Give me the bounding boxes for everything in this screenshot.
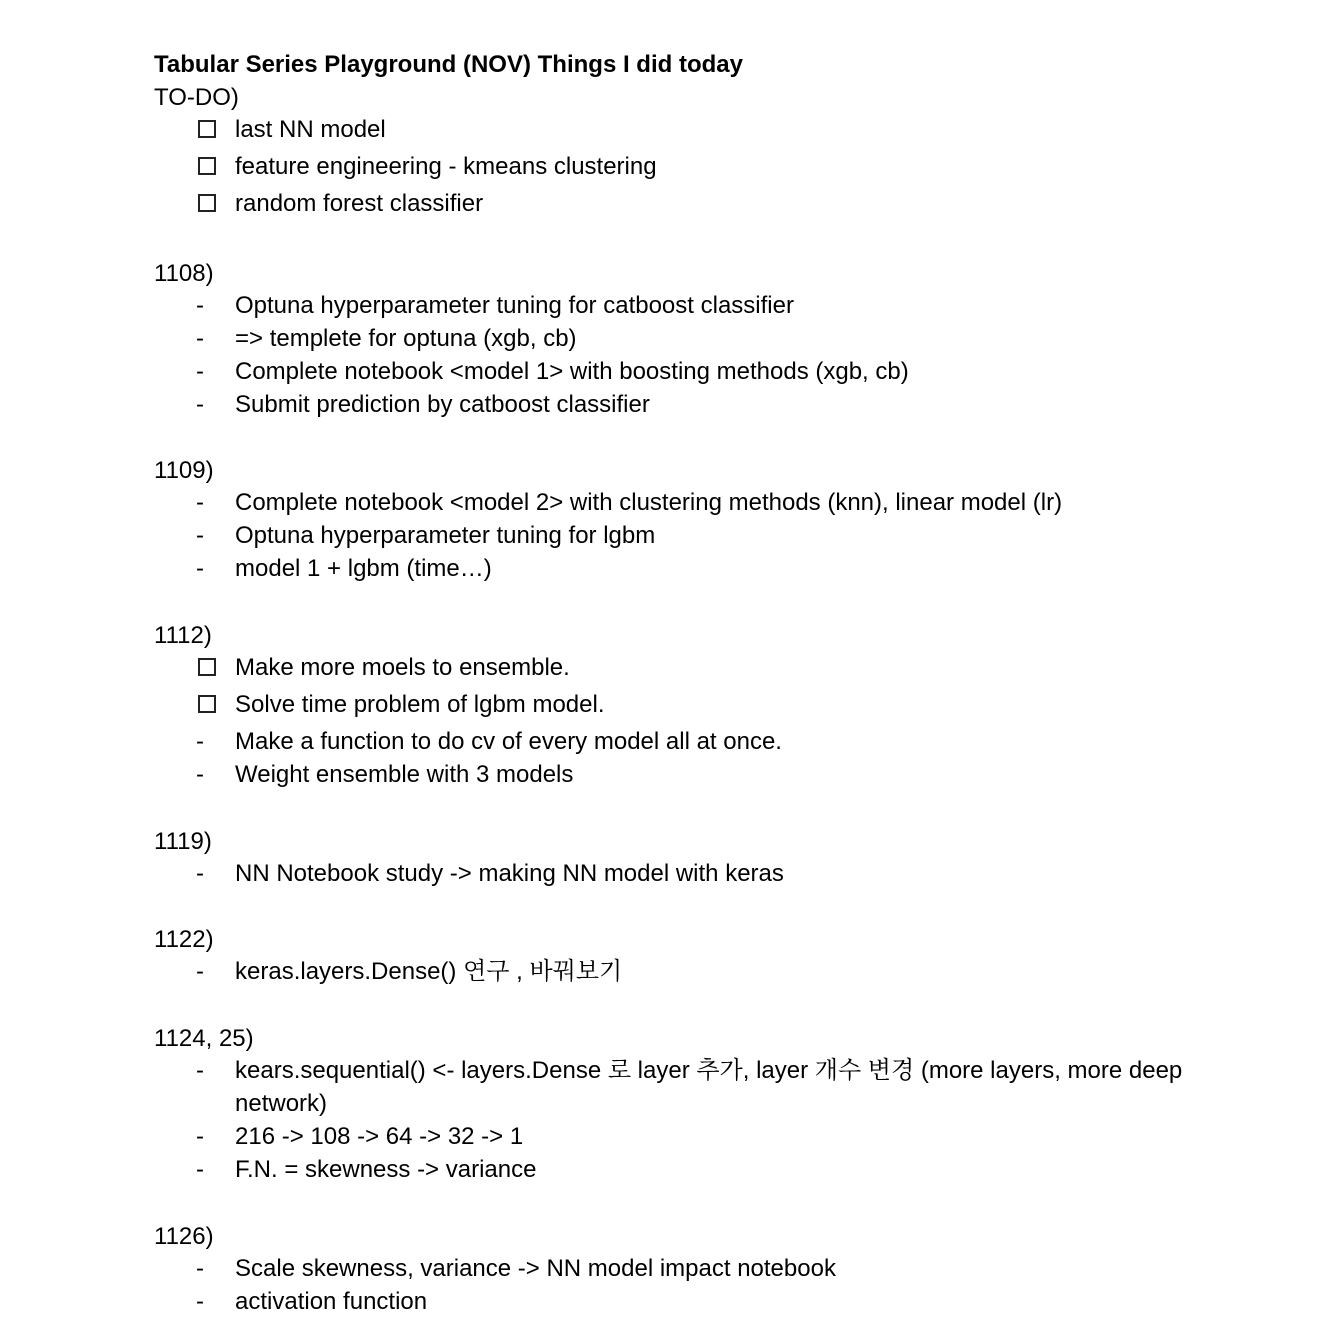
section-heading: 1126) <box>154 1223 214 1250</box>
checkbox[interactable] <box>198 120 216 138</box>
item-text: activation function <box>235 1288 428 1315</box>
item-text: Complete notebook <model 1> with boosting methods (xgb, cb) <box>235 358 909 385</box>
checklist-item <box>154 651 1194 688</box>
list-item <box>154 355 1194 388</box>
list-item <box>154 725 1194 758</box>
dash-bullet: - <box>196 1057 204 1084</box>
item-text: Scale skewness, variance -> NN model impact notebook <box>235 1255 836 1282</box>
section-1112 <box>154 621 1194 791</box>
section-heading: 1112) <box>154 622 212 649</box>
checkbox[interactable] <box>198 658 216 676</box>
list-item <box>154 857 1194 890</box>
list-item <box>154 1285 1194 1318</box>
list-item <box>154 1120 1194 1153</box>
item-text: feature engineering - kmeans clustering <box>235 153 657 180</box>
list-item <box>154 322 1194 355</box>
item-text: 216 -> 108 -> 64 -> 32 -> 1 <box>235 1123 524 1150</box>
list-item <box>154 1252 1194 1285</box>
section-1122 <box>154 925 1194 988</box>
item-text: Make a function to do cv of every model all at once. <box>235 728 782 755</box>
section-1124-25 <box>154 1024 1194 1186</box>
section-1119 <box>154 827 1194 890</box>
checklist-item <box>154 688 1194 725</box>
item-text: keras.layers.Dense() 연구 , 바꿔보기 <box>235 958 623 985</box>
checkbox[interactable] <box>198 695 216 713</box>
checklist-item <box>154 113 1194 150</box>
dash-bullet: - <box>196 1288 204 1315</box>
list-item <box>154 388 1194 421</box>
section-1108 <box>154 259 1194 421</box>
item-text: NN Notebook study -> making NN model with keras <box>235 860 784 887</box>
item-text: Make more moels to ensemble. <box>235 654 570 681</box>
item-text: Weight ensemble with 3 models <box>235 761 574 788</box>
section-heading: 1119) <box>154 828 212 855</box>
item-text: kears.sequential() <- layers.Dense 로 layer 추가, layer 개수 변경 (more layers, more deep network) <box>235 1057 1183 1117</box>
item-text: Submit prediction by catboost classifier <box>235 391 650 418</box>
dash-bullet: - <box>196 958 204 985</box>
section-heading: 1109) <box>154 457 214 484</box>
list-item <box>154 519 1194 552</box>
dash-bullet: - <box>196 1255 204 1282</box>
list-item <box>154 758 1194 791</box>
dash-bullet: - <box>196 292 204 319</box>
dash-bullet: - <box>196 522 204 549</box>
section-1126 <box>154 1222 1194 1318</box>
dash-bullet: - <box>196 1156 204 1183</box>
dash-bullet: - <box>196 1123 204 1150</box>
list-item <box>154 1054 1194 1120</box>
checkbox[interactable] <box>198 194 216 212</box>
section-todo <box>154 83 1194 224</box>
dash-bullet: - <box>196 489 204 516</box>
section-heading: 1108) <box>154 260 214 287</box>
dash-bullet: - <box>196 391 204 418</box>
item-text: Solve time problem of lgbm model. <box>235 691 605 718</box>
document-title: Tabular Series Playground (NOV) Things I did today <box>154 51 743 78</box>
item-text: F.N. = skewness -> variance <box>235 1156 537 1183</box>
dash-bullet: - <box>196 728 204 755</box>
dash-bullet: - <box>196 555 204 582</box>
list-item <box>154 1153 1194 1186</box>
item-text: Optuna hyperparameter tuning for lgbm <box>235 522 656 549</box>
dash-bullet: - <box>196 358 204 385</box>
item-text: => templete for optuna (xgb, cb) <box>235 325 577 352</box>
section-heading: TO-DO) <box>154 84 239 111</box>
checklist-item <box>154 187 1194 224</box>
list-item <box>154 486 1194 519</box>
section-heading: 1122) <box>154 926 214 953</box>
dash-bullet: - <box>196 860 204 887</box>
item-text: last NN model <box>235 116 386 143</box>
item-text: Optuna hyperparameter tuning for catboost classifier <box>235 292 794 319</box>
section-heading: 1124, 25) <box>154 1025 254 1052</box>
checkbox[interactable] <box>198 157 216 175</box>
dash-bullet: - <box>196 325 204 352</box>
dash-bullet: - <box>196 761 204 788</box>
item-text: model 1 + lgbm (time…) <box>235 555 492 582</box>
list-item <box>154 289 1194 322</box>
item-text: Complete notebook <model 2> with clustering methods (knn), linear model (lr) <box>235 489 1063 516</box>
list-item <box>154 955 1194 988</box>
list-item <box>154 552 1194 585</box>
section-1109 <box>154 456 1194 585</box>
checklist-item <box>154 150 1194 187</box>
item-text: random forest classifier <box>235 190 484 217</box>
